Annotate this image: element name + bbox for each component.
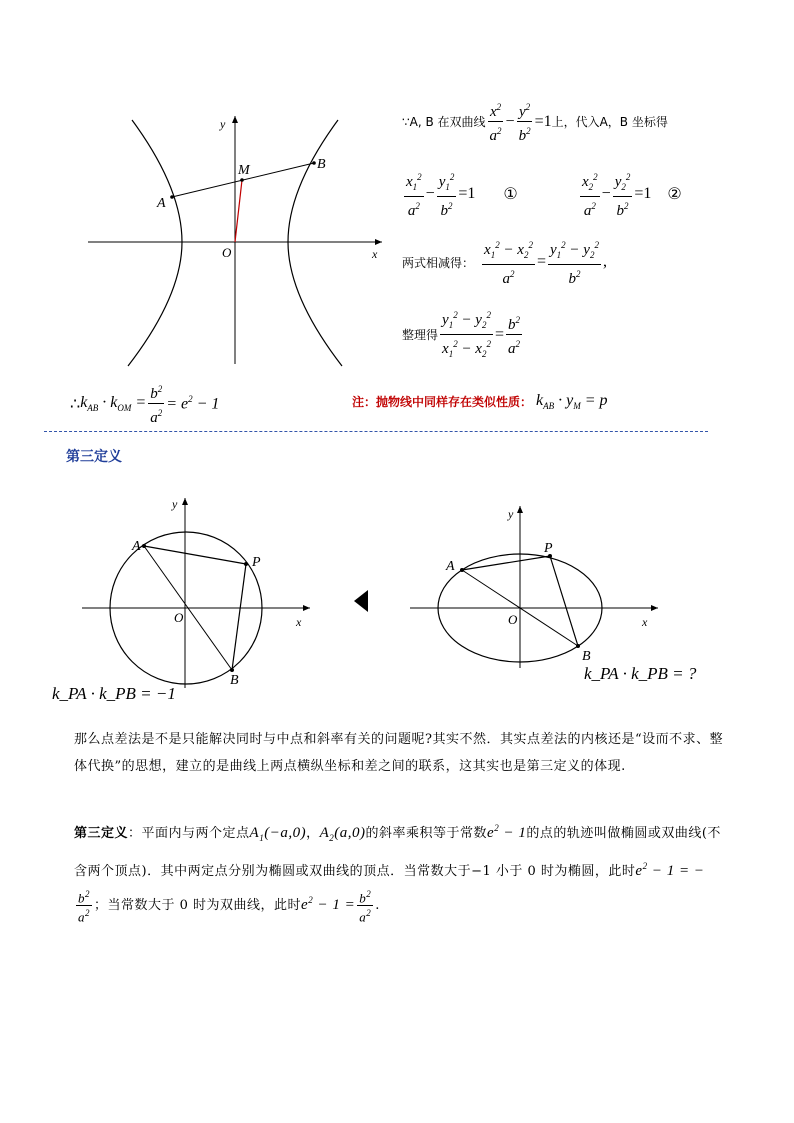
label-x: x	[372, 247, 378, 261]
parabola-note: 注：抛物线中同样存在类似性质： $k_{AB} \cdot y_M = p$	[352, 392, 608, 412]
arrange-line: 整理得 $\frac{y_1^2 - y_2^2}{x_1^2 - x_2^2}$ = $\frac{b^2}{a^2}$	[402, 306, 524, 363]
circle-figure	[78, 492, 318, 688]
segment-om	[235, 180, 242, 242]
hyperbola-right-branch	[288, 120, 342, 366]
point-a	[142, 544, 146, 548]
circled-one: ①	[503, 186, 518, 203]
definition-part5: ；当常数大于 0 时为双曲线，此时	[94, 898, 302, 913]
point-a	[170, 195, 174, 199]
label-x: x	[642, 615, 648, 629]
point-b	[230, 668, 234, 672]
equation-1: $\frac{x_1^2}{a^2}$ − $\frac{y_1^2}{b^2}$ =1 ①	[402, 168, 518, 220]
label-a: A	[446, 559, 455, 574]
label-b: B	[230, 673, 239, 688]
definition-part6: .	[375, 898, 380, 913]
y-axis-arrow	[517, 506, 523, 513]
point-a	[460, 568, 464, 572]
label-a: A	[132, 539, 141, 554]
label-b: B	[317, 157, 326, 172]
label-y: y	[172, 497, 178, 511]
segment-ap	[144, 546, 246, 564]
x-axis-arrow	[303, 605, 310, 611]
condition-suffix: 上，代入A，B 坐标得	[551, 115, 668, 129]
x2-over-a2: $\frac{x^2}{a^2}$	[488, 98, 504, 145]
label-o: O	[222, 245, 232, 260]
segment-pb	[232, 564, 246, 670]
definition-part1: ：平面内与两个定点	[128, 826, 250, 841]
label-y: y	[508, 507, 514, 521]
label-x: x	[296, 615, 302, 629]
y-axis-arrow	[182, 498, 188, 505]
label-a: A	[157, 196, 166, 211]
x-axis-arrow	[651, 605, 658, 611]
subtract-label: 两式相减得：	[402, 255, 475, 270]
label-m: M	[238, 163, 250, 178]
label-y: y	[220, 117, 226, 131]
conclusion-formula: ∴ $k_{AB} \cdot k_{OM}$ = $\frac{b^2}{a^2}$ = $e^2 - 1$	[70, 380, 219, 427]
circled-two: ②	[667, 186, 682, 203]
definition-part3: 的斜率乘积等于常数	[365, 826, 488, 841]
section-title: 第三定义	[66, 449, 122, 465]
therefore-symbol: ∴	[70, 395, 81, 413]
hyperbola-figure	[80, 108, 390, 370]
hyperbola-condition-line: ∵A, B 在双曲线 $\frac{x^2}{a^2}$ − $\frac{y^2}{b^2}$ =1 上，代入A，B 坐标得	[402, 98, 668, 145]
ellipse-formula-text: k_PA · k_PB = ?	[584, 664, 697, 683]
circle-formula-text: k_PA · k_PB = −1	[52, 684, 176, 703]
section-divider	[44, 431, 708, 432]
ellipse-slope-formula	[584, 664, 696, 684]
segment-pb	[550, 556, 578, 646]
label-o: O	[508, 612, 518, 627]
point-p	[244, 562, 248, 566]
equation-2: $\frac{x_2^2}{a^2}$ − $\frac{y_2^2}{b^2}$ =1 ②	[578, 168, 682, 220]
definition-part2: ，	[306, 826, 320, 841]
y2-over-b2: $\frac{y^2}{b^2}$	[517, 98, 533, 145]
arrange-label: 整理得	[402, 328, 439, 342]
y-axis-arrow	[232, 116, 238, 123]
third-definition: 第三定义：平面内与两个定点$A_1(-a,0)$，$A_2(a,0)$的斜率乘积等于常数$e^2 - 1$的点的轨迹叫做椭圆或双曲线(不含两个顶点)．其中两定点分别为椭圆或双曲线的顶点．当常数大于−1 小于 0 时为椭圆，此时$e^2 - 1$ = − $\frac{b^2}{a^2}$ ；当常数大于 0 时为双曲线，此时$e^2 - 1$ = $\frac{b^2}{a^2}$ .	[74, 823, 721, 925]
definition-title: 第三定义	[74, 826, 129, 841]
arrow-left-icon	[352, 588, 370, 614]
definition-part4: 的点的轨迹叫做椭圆或双曲线(不含两个顶点)．其中两定点分别为椭圆或双曲线的顶点．当常数大于−1 小于 0 时为椭圆，此时	[74, 826, 721, 879]
note-label: 注：抛物线中同样存在类似性质：	[352, 395, 533, 410]
hyperbola-left-branch	[128, 120, 182, 366]
condition-prefix: ∵A, B 在双曲线	[402, 115, 486, 129]
paragraph-point-difference: 那么点差法是不是只能解决同时与中点和斜率有关的问题呢?其实不然．其实点差法的内核还是“设而不求、整体代换”的思想，建立的是曲线上两点横纵坐标和差之间的联系，这其实也是第三定义的体现.	[74, 732, 724, 774]
point-m	[240, 178, 244, 182]
label-o: O	[174, 610, 184, 625]
circle-slope-formula	[52, 684, 176, 704]
label-p: P	[544, 541, 553, 556]
point-b	[576, 644, 580, 648]
label-b: B	[582, 649, 591, 664]
x-axis-arrow	[375, 239, 382, 245]
subtract-line: 两式相减得： $\frac{x_1^2 - x_2^2}{a^2}$ = $\frac{y_1^2 - y_2^2}{b^2}$ ,	[402, 236, 607, 288]
ellipse-figure	[406, 500, 666, 668]
label-p: P	[252, 555, 261, 570]
point-b	[312, 161, 316, 165]
